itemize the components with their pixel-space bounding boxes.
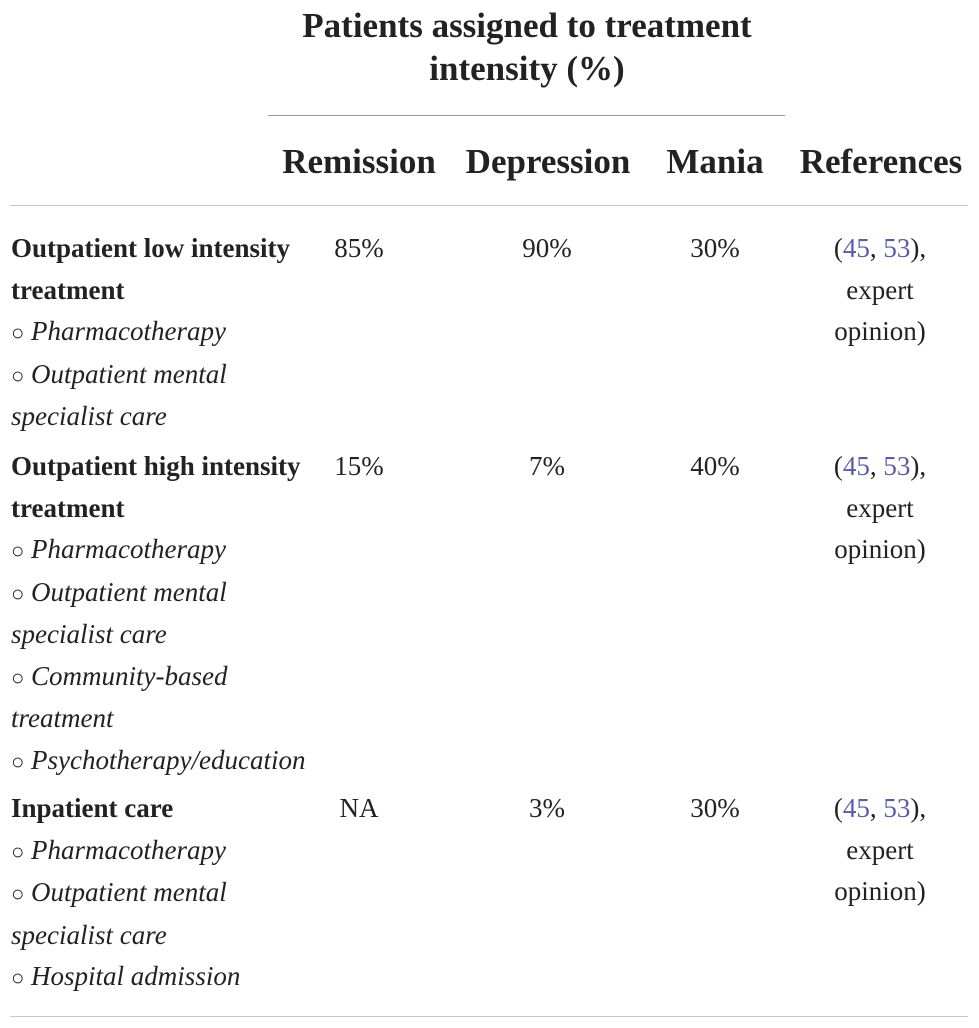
column-header-remission: Remission — [282, 142, 436, 181]
bullet-icon: ○ — [11, 965, 25, 990]
row-title: Inpatient care — [11, 793, 174, 823]
bullet-icon: ○ — [11, 881, 25, 906]
reference-link-45[interactable]: 45 — [842, 233, 870, 263]
row-title: Outpatient high intensity treatment — [11, 451, 301, 523]
cell-references: (45, 53), expert opinion) — [833, 793, 927, 906]
bullet-icon: ○ — [11, 838, 25, 864]
table-row-label — [11, 788, 331, 999]
list-item: ○ Outpatient mental specialist care — [11, 877, 227, 950]
cell-remission: 85% — [334, 233, 384, 263]
list-item: ○ Outpatient mental specialist care — [11, 576, 227, 649]
bullet-icon: ○ — [11, 664, 25, 690]
cell-depression: 90% — [522, 233, 572, 263]
reference-link-45[interactable]: 45 — [842, 793, 870, 823]
cell-remission: 15% — [334, 451, 384, 481]
cell-remission: NA — [339, 793, 379, 823]
reference-link-53[interactable]: 53 — [883, 233, 911, 263]
group-header: Patients assigned to treatment intensity (%) — [302, 6, 752, 88]
list-item: ○ Hospital admission — [11, 961, 241, 991]
list-item: ○ Pharmacotherapy — [11, 534, 227, 564]
column-header-references: References — [799, 142, 963, 181]
list-item: ○ Pharmacotherapy — [11, 316, 227, 346]
bullet-icon: ○ — [11, 748, 25, 774]
column-header-mania: Mania — [666, 142, 764, 181]
cell-references: (45, 53), expert opinion) — [833, 233, 927, 346]
header-rule — [10, 205, 968, 206]
list-item: ○ Community-based treatment — [11, 660, 228, 733]
reference-link-53[interactable]: 53 — [883, 451, 911, 481]
cell-references: (45, 53), expert opinion) — [833, 451, 927, 564]
table-row-label — [11, 446, 331, 782]
bullet-icon: ○ — [11, 580, 25, 606]
column-header-depression: Depression — [465, 142, 631, 181]
reference-link-53[interactable]: 53 — [883, 793, 911, 823]
cell-depression: 7% — [529, 451, 565, 481]
reference-link-45[interactable]: 45 — [842, 451, 870, 481]
list-item: ○ Psychotherapy/education — [11, 744, 306, 775]
cell-mania: 30% — [690, 793, 740, 823]
bullet-icon: ○ — [11, 320, 25, 345]
bullet-icon: ○ — [11, 362, 25, 388]
bottom-rule — [10, 1016, 968, 1017]
cell-depression: 3% — [529, 793, 565, 823]
row-title: Outpatient low intensity treatment — [11, 233, 291, 305]
bullet-icon: ○ — [11, 538, 25, 563]
group-header-rule — [268, 115, 785, 116]
list-item: ○ Pharmacotherapy — [11, 834, 227, 865]
cell-mania: 30% — [690, 233, 740, 263]
table-row-label — [11, 228, 331, 438]
list-item: ○ Outpatient mental specialist care — [11, 358, 227, 431]
cell-mania: 40% — [690, 451, 740, 481]
